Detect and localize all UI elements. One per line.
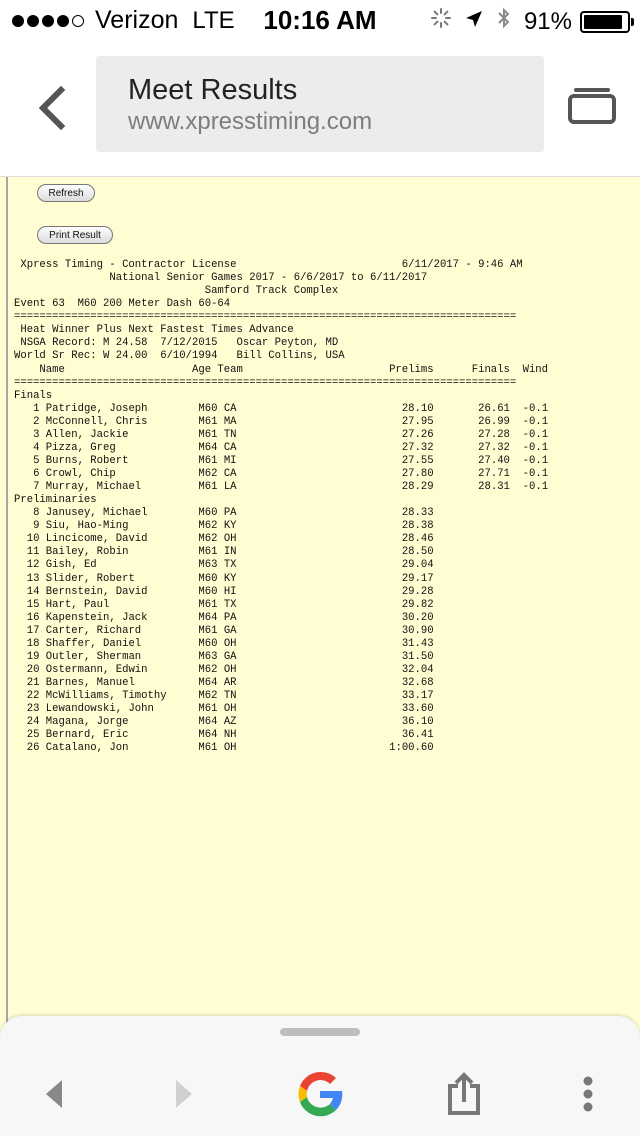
cell-place: 19 [14,650,40,663]
cell-wind: -0.1 [509,402,549,415]
cell-wind: -0.1 [509,481,549,494]
cell-team: PA [223,611,250,624]
cell-team: IN [223,546,250,559]
cell-place: 17 [14,624,40,637]
cell-name: Ostermann, Edwin [45,663,199,676]
cell-place: 13 [14,572,40,585]
back-button[interactable] [28,78,76,138]
cell-age: M61 [198,481,224,494]
cell-prelims: 29.04 [249,559,434,572]
cell-name: Outler, Sherman [45,650,199,663]
cell-finals: 26.99 [433,415,510,428]
cell-team: AZ [223,716,250,729]
cell-prelims: 1:00.60 [249,742,434,755]
cell-prelims: 33.17 [249,690,434,703]
report-header-line: National Senior Games 2017 - 6/6/2017 to 6/11/2017 [14,272,428,285]
result-row [14,533,548,546]
cell-name: Catalano, Jon [45,742,199,755]
cell-team: OH [223,703,250,716]
cell-team: CA [223,402,250,415]
cell-age: M60 [198,585,224,598]
google-search-button[interactable] [288,1066,352,1122]
cell-finals: 27.32 [433,441,510,454]
result-row [14,455,548,468]
cell-name: Murray, Michael [45,481,199,494]
cell-name: Kapenstein, Jack [45,611,199,624]
cell-age: M61 [198,624,224,637]
cell-name: Allen, Jackie [45,428,199,441]
report-header-line: Xpress Timing - Contractor License 6/11/2017 - 9:46 AM [14,259,523,271]
cell-prelims: 31.43 [249,637,434,650]
cell-age: M64 [198,677,224,689]
cell-name: Patridge, Joseph [45,402,199,415]
cell-prelims: 27.26 [249,428,434,441]
cell-team: GA [223,624,250,637]
cell-prelims: 33.60 [249,703,434,716]
cell-age: M64 [198,729,224,742]
cell-prelims: 27.95 [249,415,434,428]
cell-place: 8 [14,507,40,520]
result-row [14,664,548,677]
cell-prelims: 29.28 [249,585,434,598]
cell-wind: -0.1 [509,468,549,480]
cell-name: Magana, Jorge [45,716,199,729]
cell-age: M63 [198,559,224,572]
cell-age: M61 [198,454,224,467]
cell-place: 21 [14,677,40,689]
cell-prelims: 28.10 [249,402,434,415]
cell-name: Carter, Richard [45,624,199,637]
cell-place: 11 [14,546,40,559]
cell-place: 10 [14,533,40,546]
cell-age: M61 [198,546,224,559]
result-row [14,573,548,586]
cell-place: 6 [14,468,40,480]
cell-prelims: 30.20 [249,611,434,624]
result-row [14,625,548,638]
cell-age: M62 [198,468,224,480]
preliminaries-heading: Preliminaries [14,494,97,507]
separator-line: =============================================================================== [14,376,517,389]
cell-wind: -0.1 [509,441,549,454]
cell-team: AR [223,677,250,689]
cell-team: MI [223,454,250,467]
share-icon [447,1072,481,1116]
cell-name: Burns, Robert [45,454,199,467]
cell-name: Janusey, Michael [45,507,199,520]
cell-place: 20 [14,663,40,676]
result-row [14,559,548,572]
page-title: Meet Results [128,74,298,106]
cell-team: OH [223,637,250,650]
result-row [14,690,548,703]
cell-prelims: 36.41 [249,729,434,742]
cell-place: 12 [14,559,40,572]
cell-age: M61 [198,428,224,441]
cell-name: Hart, Paul [45,598,199,611]
cell-prelims: 28.33 [249,507,434,520]
result-row [14,429,548,442]
cell-place: 3 [14,428,40,441]
cell-name: Bailey, Robin [45,546,199,559]
column-headers: Name Age Team Prelims Finals Wind [14,363,549,376]
more-vert-icon [581,1076,595,1112]
cell-prelims: 32.68 [249,677,434,689]
cell-prelims: 29.17 [249,572,434,585]
forward-arrow-icon [172,1078,196,1110]
event-info-line: Event 63 M60 200 Meter Dash 60-64 [14,298,231,311]
cell-prelims: 28.38 [249,520,434,533]
cell-age: M64 [198,611,224,624]
result-row [14,742,548,755]
cell-age: M62 [198,533,224,546]
cell-wind: -0.1 [509,454,549,467]
cell-finals: 27.40 [433,454,510,467]
result-row [14,703,548,716]
google-icon [290,1064,350,1124]
battery-icon [580,11,630,33]
result-row [14,546,548,559]
separator-line: =============================================================================== [14,311,517,324]
cell-place: 5 [14,454,40,467]
cell-finals: 26.61 [433,402,510,415]
cell-name: Bernard, Eric [45,729,199,742]
event-info-line: World Sr Rec: W 24.00 6/10/1994 Bill Collins, USA [14,350,345,363]
result-row [14,507,548,520]
cell-team: OH [223,663,250,676]
cell-place: 7 [14,481,40,494]
result-row [14,729,548,742]
browser-header [0,42,640,177]
cell-team: LA [223,481,250,494]
more-options-button[interactable] [566,1066,610,1122]
cell-place: 24 [14,716,40,729]
cell-prelims: 27.80 [249,468,434,480]
cell-name: Barnes, Manuel [45,677,199,689]
cell-team: OH [223,742,250,755]
cell-team: PA [223,507,250,520]
cell-prelims: 31.50 [249,650,434,663]
cell-prelims: 28.50 [249,546,434,559]
cell-team: OH [223,533,250,546]
share-button[interactable] [440,1066,488,1122]
result-row [14,442,548,455]
result-row [14,403,548,416]
cell-place: 1 [14,402,40,415]
status-bar [0,0,640,42]
cell-team: TN [223,690,250,703]
page-domain: www.xpresstiming.com [128,108,373,135]
cell-age: M64 [198,441,224,454]
cell-age: M61 [198,703,224,716]
refresh-button[interactable]: Refresh [37,184,95,202]
cell-team: GA [223,650,250,663]
cell-place: 26 [14,742,40,755]
cell-prelims: 28.29 [249,481,434,494]
cell-prelims: 32.04 [249,663,434,676]
cell-prelims: 28.46 [249,533,434,546]
cell-team: KY [223,572,250,585]
cell-finals: 27.71 [433,468,510,480]
bottom-toolbar [0,1016,640,1136]
cell-prelims: 36.10 [249,716,434,729]
cell-place: 22 [14,690,40,703]
address-bar[interactable] [96,56,544,152]
result-row [14,677,548,690]
network-type: LTE [192,6,235,34]
cell-age: M60 [198,572,224,585]
cell-name: Siu, Hao-Ming [45,520,199,533]
cell-name: Crowl, Chip [45,468,199,480]
back-nav-button[interactable] [30,1066,78,1122]
cell-place: 23 [14,703,40,716]
frame-border [6,177,8,1136]
cell-finals: 27.28 [433,428,510,441]
cell-age: M63 [198,650,224,663]
cell-place: 25 [14,729,40,742]
chevron-left-icon [37,86,67,130]
result-row [14,638,548,651]
result-row [14,716,548,729]
cell-name: Shaffer, Daniel [45,637,199,650]
page-content [0,177,640,1136]
cell-name: McConnell, Chris [45,415,199,428]
cell-name: Lewandowski, John [45,703,199,716]
cell-wind: -0.1 [509,428,549,441]
result-row [14,599,548,612]
result-row [14,520,548,533]
battery-percent: 91% [523,7,572,35]
cell-team: TN [223,428,250,441]
activity-spinner-icon [430,7,452,36]
cell-place: 14 [14,585,40,598]
cell-place: 15 [14,598,40,611]
status-bar-right [418,6,630,37]
cell-name: McWilliams, Timothy [45,690,199,703]
cell-team: MA [223,415,250,428]
cell-name: Bernstein, David [45,585,199,598]
report-header-line: Samford Track Complex [14,285,339,298]
cell-age: M60 [198,402,224,415]
event-info-line: Heat Winner Plus Next Fastest Times Advance [14,324,294,337]
cell-place: 18 [14,637,40,650]
print-result-button[interactable]: Print Result [37,226,113,244]
results-report [14,259,548,755]
cell-age: M60 [198,507,224,520]
result-row [14,468,548,481]
status-time: 10:16 AM [263,5,377,35]
drag-handle[interactable] [280,1028,360,1036]
cell-place: 16 [14,611,40,624]
tabs-icon [568,84,616,124]
cell-place: 4 [14,441,40,454]
result-row [14,481,548,494]
result-row [14,586,548,599]
cell-place: 2 [14,415,40,428]
cell-age: M64 [198,716,224,729]
cell-age: M62 [198,663,224,676]
event-info-line: NSGA Record: M 24.58 7/12/2015 Oscar Peyton, MD [14,337,339,350]
back-arrow-icon [42,1078,66,1110]
cell-prelims: 29.82 [249,598,434,611]
carrier-name: Verizon [95,6,179,34]
cell-age: M62 [198,690,224,703]
forward-nav-button[interactable] [160,1066,208,1122]
cell-team: KY [223,520,250,533]
result-row [14,612,548,625]
cell-age: M61 [198,415,224,428]
cell-wind: -0.1 [509,415,549,428]
cell-prelims: 27.55 [249,454,434,467]
cell-prelims: 27.32 [249,441,434,454]
cell-name: Pizza, Greg [45,441,199,454]
location-arrow-icon [464,8,484,36]
cell-name: Slider, Robert [45,572,199,585]
cell-team: TX [223,598,250,611]
cell-team: NH [223,729,250,742]
cell-name: Gish, Ed [45,559,199,572]
cell-team: TX [223,559,250,572]
tabs-button[interactable] [568,84,616,128]
cell-team: HI [223,585,250,598]
cell-place: 9 [14,520,40,533]
cell-age: M61 [198,742,224,755]
cell-age: M61 [198,598,224,611]
cell-team: CA [223,441,250,454]
cell-age: M62 [198,520,224,533]
cell-prelims: 30.90 [249,624,434,637]
cell-name: Lincicome, David [45,533,199,546]
cell-finals: 28.31 [433,481,510,494]
finals-heading: Finals [14,389,53,402]
cell-team: CA [223,468,250,480]
cell-age: M60 [198,637,224,650]
result-row [14,416,548,429]
bluetooth-icon [496,6,512,37]
result-row [14,651,548,664]
